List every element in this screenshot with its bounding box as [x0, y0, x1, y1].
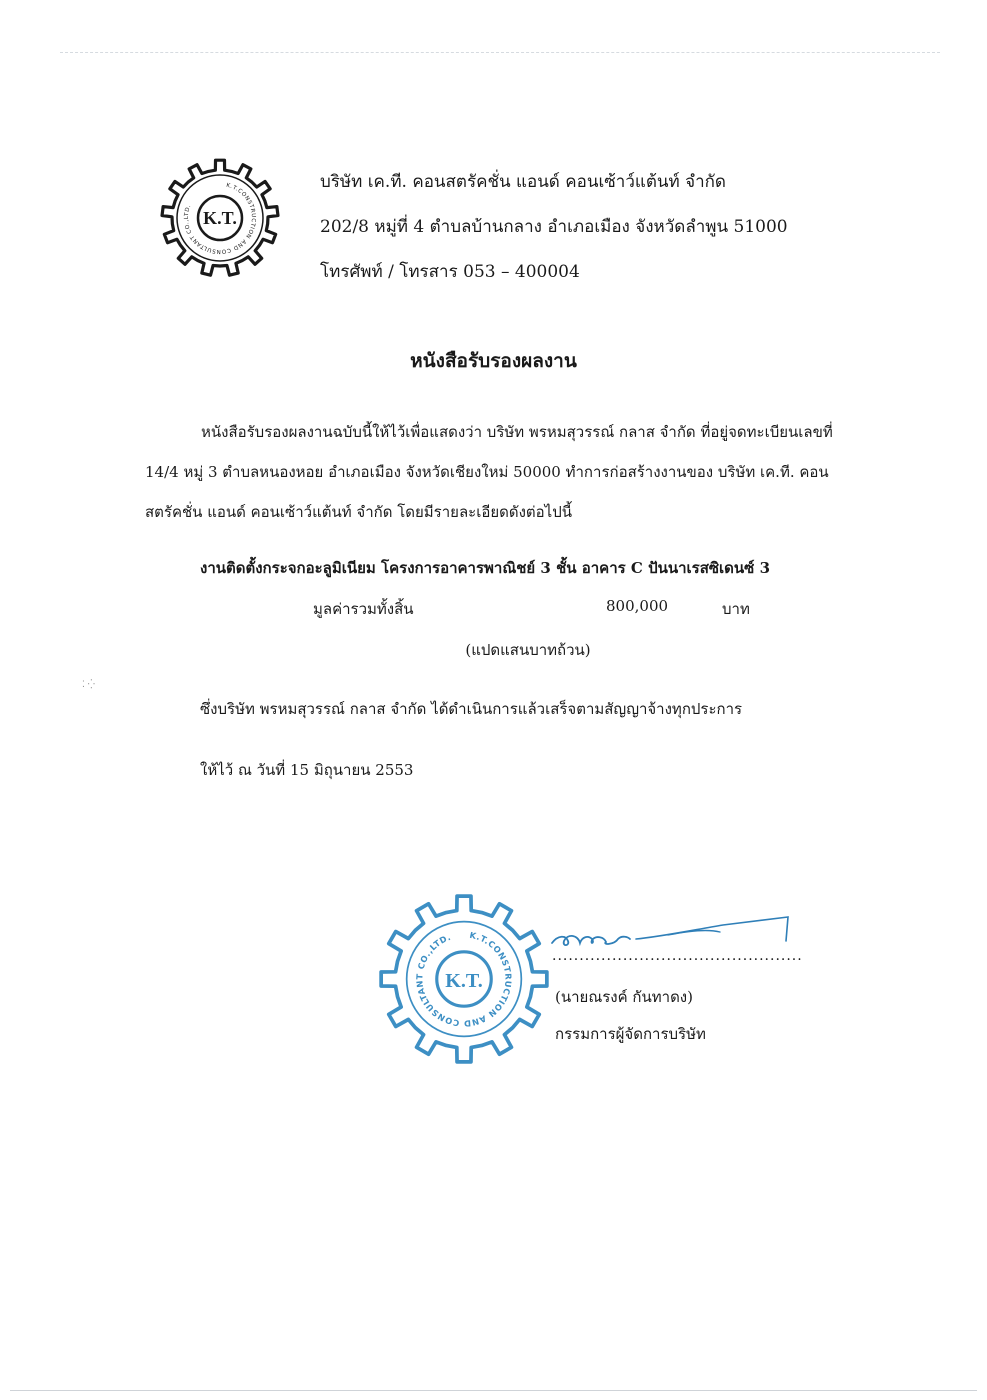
issue-date: ให้ไว้ ณ วันที่ 15 มิถุนายน 2553: [200, 761, 414, 779]
company-stamp: [378, 893, 550, 1065]
body-line-2: 14/4 หมู่ 3 ตำบลหนองหอย อำเภอเมือง จังหวัดเชียงใหม่ 50000 ทำการก่อสร้างงานของ บริษัท เค.ที. คอน: [145, 463, 829, 481]
total-amount: 800,000: [606, 597, 669, 615]
company-logo: [160, 158, 280, 278]
body-line-1: หนังสือรับรองผลงานฉบับนี้ให้ไว้เพื่อแสดงว่า บริษัท พรหมสุวรรณ์ กลาส จำกัด ที่อยู่จดทะเบียนเลขที่: [201, 423, 833, 441]
project-description: งานติดตั้งกระจกอะลูมิเนียม โครงการอาคารพาณิชย์ 3 ชั้น อาคาร C ปันนาเรสซิเดนซ์ 3: [200, 559, 771, 577]
total-label: มูลค่ารวมทั้งสิ้น: [313, 600, 414, 618]
logo-text: K.T.: [203, 208, 237, 228]
signature-line: ..............................................: [552, 948, 803, 964]
scan-bottom-edge: [10, 1390, 977, 1391]
company-phone: โทรศัพท์ / โทรสาร 053 – 400004: [320, 262, 580, 282]
document-title: หนังสือรับรองผลงาน: [410, 350, 577, 372]
logo-ring-text: K.T.CONSTRUCTION AND CONSULTANT CO.,LTD.: [183, 182, 257, 255]
company-address: 202/8 หมู่ที่ 4 ตำบลบ้านกลาง อำเภอเมือง จังหวัดลำพูน 51000: [320, 217, 788, 237]
stamp-text: K.T.: [445, 969, 483, 992]
scan-speck: ⁚ ⁛: [82, 680, 95, 690]
total-in-words: (แปดแสนบาทถ้วน): [465, 641, 591, 659]
letterhead: [320, 160, 788, 295]
body-line-3: สตรัคชั่น แอนด์ คอนเซ้าว์แต้นท์ จำกัด โดยมีรายละเอียดดังต่อไปนี้: [145, 503, 572, 521]
stamp-ring-text: K.T.CONSTRUCTION AND CONSULTANT CO.,LTD.: [414, 929, 514, 1029]
body-paragraph: [145, 412, 905, 532]
company-name: บริษัท เค.ที. คอนสตรัคชั่น แอนด์ คอนเซ้าว์แต้นท์ จำกัด: [320, 172, 726, 192]
signer-title: กรรมการผู้จัดการบริษัท: [555, 1025, 706, 1043]
completion-statement: ซึ่งบริษัท พรหมสุวรรณ์ กลาส จำกัด ได้ดำเนินการแล้วเสร็จตามสัญญาจ้างทุกประการ: [200, 700, 743, 718]
scan-edge-line: [60, 52, 940, 53]
signer-name: (นายณรงค์ กันทาดง): [555, 988, 693, 1006]
total-unit: บาท: [722, 600, 750, 618]
